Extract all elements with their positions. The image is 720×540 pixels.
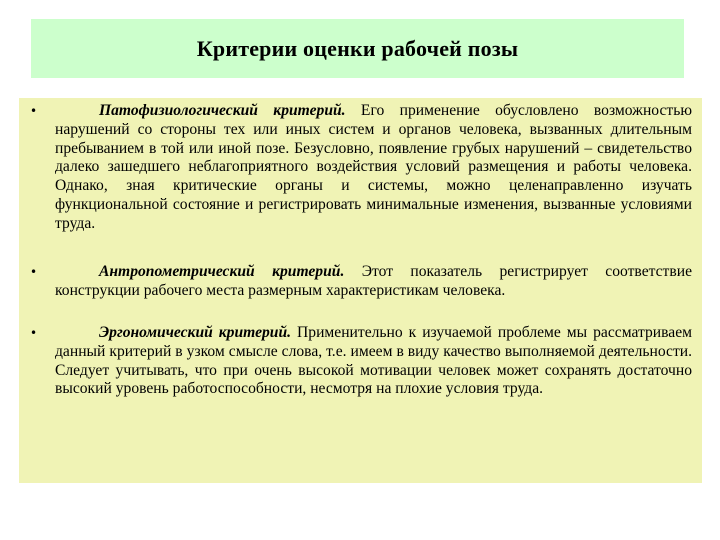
slide-title: Критерии оценки рабочей позы bbox=[196, 35, 519, 61]
criterion-text: Его применение обусловлено возможностью нарушений со стороны тех или иных систем и органов человека, вызванных длительным пребыванием в той или иной позе. Безусловно, появление грубых нарушений – свидетельство далеко зашедшего неблагоприятного воздействия условий размещения и работы человека. Однако, зная критические органы и системы, можно целенаправленно изучать функциональной состояние и регистрировать минимальные изменения, вызванные условиями труда. bbox=[55, 102, 692, 232]
criterion-name: Эргономический критерий. bbox=[99, 324, 292, 341]
bullet-icon: • bbox=[30, 104, 38, 118]
criterion-text: Применительно к изучаемой проблеме мы рассматриваем данный критерий в узком смысле слова, т.е. имеем в виду качество выполняемой деятельности. Следует учитывать, что при очень высокой мотивации человек может сохранять достаточно высокий уровень работоспособности, несмотря на плохие условия труда. bbox=[55, 324, 692, 398]
content-panel bbox=[19, 98, 702, 483]
title-banner bbox=[31, 19, 684, 78]
bullet-icon: • bbox=[30, 326, 38, 340]
criterion-anthropometric bbox=[19, 263, 702, 301]
criterion-name: Патофизиологический критерий. bbox=[99, 102, 346, 119]
criterion-ergonomic bbox=[19, 324, 702, 399]
criterion-name: Антропометрический критерий. bbox=[99, 263, 345, 280]
criterion-text: Этот показатель регистрирует соответствие конструкции рабочего места размерным характеристикам человека. bbox=[55, 263, 692, 299]
criterion-pathophysiological bbox=[19, 102, 702, 234]
bullet-icon: • bbox=[30, 265, 38, 279]
